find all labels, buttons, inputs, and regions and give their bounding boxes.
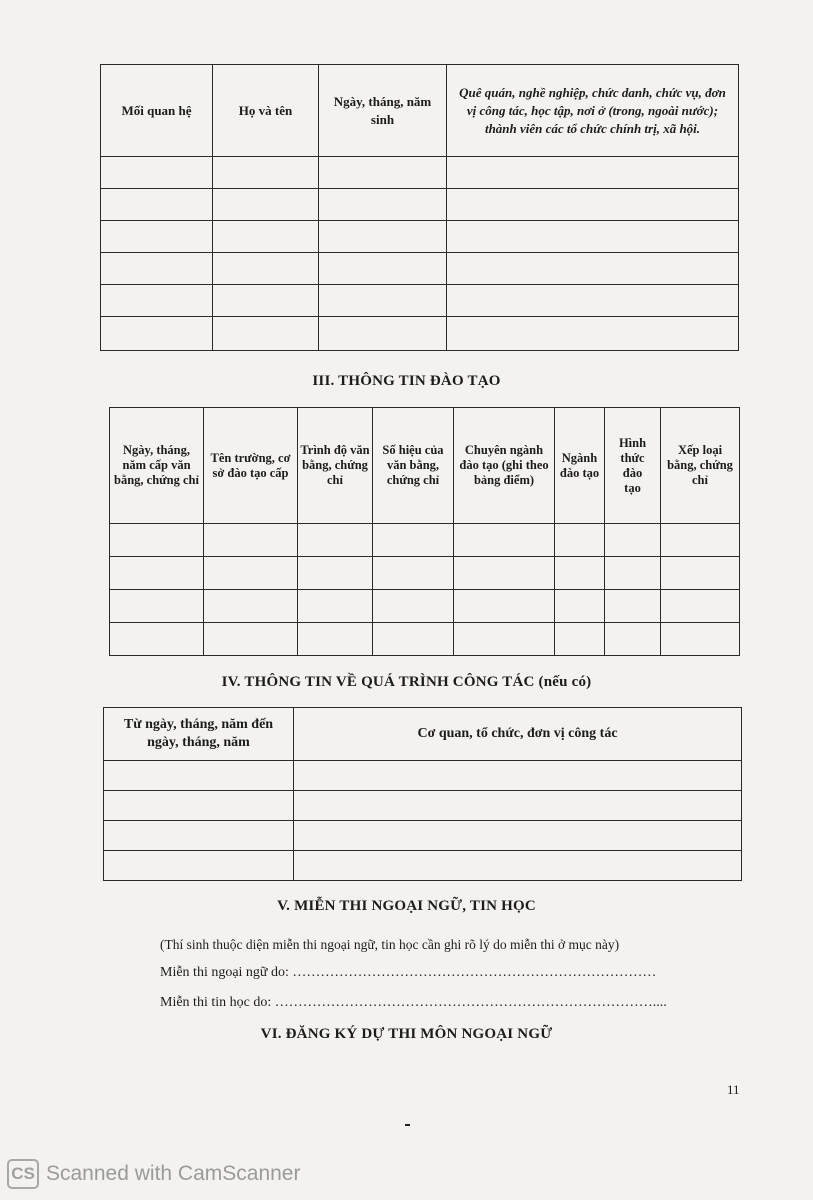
table-row xyxy=(101,221,739,253)
table-cell[interactable] xyxy=(294,761,742,791)
header-cell: Họ và tên xyxy=(213,65,319,157)
table-cell[interactable] xyxy=(447,253,739,285)
exemption-note: (Thí sinh thuộc diện miễn thi ngoại ngữ, tin học cần ghi rõ lý do miễn thi ở mục này) xyxy=(160,937,620,952)
table-row xyxy=(104,851,742,881)
header-cell: Hình thức đào tạo xyxy=(605,408,661,524)
table-cell[interactable] xyxy=(454,590,555,623)
table-row xyxy=(110,590,740,623)
table-cell[interactable] xyxy=(104,821,294,851)
header-cell: Ngày, tháng, năm sinh xyxy=(319,65,447,157)
table-cell[interactable] xyxy=(294,791,742,821)
table-cell[interactable] xyxy=(454,557,555,590)
table-cell[interactable] xyxy=(661,524,740,557)
table-cell[interactable] xyxy=(447,285,739,317)
table-cell[interactable] xyxy=(555,524,605,557)
table-cell[interactable] xyxy=(298,623,373,656)
table-cell[interactable] xyxy=(101,285,213,317)
table-cell[interactable] xyxy=(213,285,319,317)
header-cell: Ngành đào tạo xyxy=(555,408,605,524)
table-cell[interactable] xyxy=(110,623,204,656)
table-row xyxy=(104,761,742,791)
table-cell[interactable] xyxy=(605,524,661,557)
section-title-language-registration: VI. ĐĂNG KÝ DỰ THI MÔN NGOẠI NGỮ xyxy=(260,1026,553,1042)
table-row xyxy=(110,524,740,557)
table-row xyxy=(101,157,739,189)
table-cell[interactable] xyxy=(104,761,294,791)
camscanner-logo-icon: CS xyxy=(7,1159,39,1189)
header-cell: Chuyên ngành đào tạo (ghi theo bảng điểm) xyxy=(454,408,555,524)
header-cell: Ngày, tháng, năm cấp văn bằng, chứng chỉ xyxy=(110,408,204,524)
table-cell[interactable] xyxy=(110,524,204,557)
table-cell[interactable] xyxy=(319,157,447,189)
table-cell[interactable] xyxy=(298,524,373,557)
table-cell[interactable] xyxy=(661,590,740,623)
table-cell[interactable] xyxy=(319,285,447,317)
table-cell[interactable] xyxy=(605,557,661,590)
table-cell[interactable] xyxy=(373,524,454,557)
table-cell[interactable] xyxy=(204,590,298,623)
table-cell[interactable] xyxy=(447,189,739,221)
table-cell[interactable] xyxy=(555,590,605,623)
section-title-exemption: V. MIỄN THI NGOẠI NGỮ, TIN HỌC xyxy=(277,898,536,914)
it-exemption-label: Miễn thi tin học do: xyxy=(160,995,272,1010)
table-cell[interactable] xyxy=(213,253,319,285)
table-cell[interactable] xyxy=(447,157,739,189)
table-cell[interactable] xyxy=(213,157,319,189)
section-title-work-history: IV. THÔNG TIN VỀ QUÁ TRÌNH CÔNG TÁC (nếu có) xyxy=(221,674,592,690)
table-cell[interactable] xyxy=(213,189,319,221)
table-cell[interactable] xyxy=(555,623,605,656)
table-row xyxy=(101,317,739,351)
section-title-training: III. THÔNG TIN ĐÀO TẠO xyxy=(312,373,501,389)
table-cell[interactable] xyxy=(204,524,298,557)
table-row xyxy=(110,623,740,656)
table-header-row xyxy=(110,408,740,524)
table-cell[interactable] xyxy=(661,623,740,656)
table-row xyxy=(110,557,740,590)
table-row xyxy=(101,189,739,221)
fill-in-dots: …………………………………………………………………… xyxy=(292,965,657,980)
training-table xyxy=(109,407,740,656)
table-cell[interactable] xyxy=(454,524,555,557)
table-cell[interactable] xyxy=(319,221,447,253)
table-row xyxy=(101,285,739,317)
header-cell: Trình độ văn bằng, chứng chỉ xyxy=(298,408,373,524)
watermark-text: Scanned with CamScanner xyxy=(46,1162,301,1185)
scan-mark xyxy=(405,1124,410,1126)
table-header-row xyxy=(101,65,739,157)
table-cell[interactable] xyxy=(204,557,298,590)
header-cell: Cơ quan, tổ chức, đơn vị công tác xyxy=(294,708,742,761)
table-header-row xyxy=(104,708,742,761)
header-cell: Tên trường, cơ sở đào tạo cấp xyxy=(204,408,298,524)
header-cell: Mối quan hệ xyxy=(101,65,213,157)
table-cell[interactable] xyxy=(605,623,661,656)
header-cell: Từ ngày, tháng, năm đến ngày, tháng, năm xyxy=(104,708,294,761)
table-cell[interactable] xyxy=(319,189,447,221)
table-cell[interactable] xyxy=(101,189,213,221)
table-cell[interactable] xyxy=(319,317,447,351)
table-cell[interactable] xyxy=(101,221,213,253)
page-number: 11 xyxy=(727,1082,740,1097)
table-cell[interactable] xyxy=(319,253,447,285)
table-cell[interactable] xyxy=(101,157,213,189)
table-cell[interactable] xyxy=(213,221,319,253)
table-cell[interactable] xyxy=(298,590,373,623)
table-cell[interactable] xyxy=(110,557,204,590)
table-cell[interactable] xyxy=(447,221,739,253)
table-cell[interactable] xyxy=(605,590,661,623)
header-cell: Số hiệu của văn bằng, chứng chỉ xyxy=(373,408,454,524)
table-cell[interactable] xyxy=(294,821,742,851)
language-exemption-label: Miễn thi ngoại ngữ do: xyxy=(160,965,289,980)
it-exemption-line[interactable] xyxy=(160,995,667,1011)
table-cell[interactable] xyxy=(298,557,373,590)
table-row xyxy=(101,253,739,285)
language-exemption-line[interactable] xyxy=(160,965,656,981)
header-cell: Xếp loại bằng, chứng chỉ xyxy=(661,408,740,524)
table-cell[interactable] xyxy=(110,590,204,623)
fill-in-dots: ……………………………………………………………………….... xyxy=(274,995,667,1010)
table-cell[interactable] xyxy=(294,851,742,881)
table-cell[interactable] xyxy=(373,590,454,623)
table-cell[interactable] xyxy=(661,557,740,590)
table-cell[interactable] xyxy=(213,317,319,351)
header-cell: Quê quán, nghề nghiệp, chức danh, chức vụ, đơn vị công tác, học tập, nơi ở (trong, ngoài nước); thành viên các tổ chức chính trị, xã hội. xyxy=(447,65,739,157)
table-cell[interactable] xyxy=(104,791,294,821)
family-table xyxy=(100,64,739,351)
table-cell[interactable] xyxy=(555,557,605,590)
table-cell[interactable] xyxy=(101,253,213,285)
table-cell[interactable] xyxy=(373,557,454,590)
camscanner-watermark xyxy=(7,1158,300,1190)
table-cell[interactable] xyxy=(454,623,555,656)
table-cell[interactable] xyxy=(447,317,739,351)
table-row xyxy=(104,821,742,851)
table-cell[interactable] xyxy=(101,317,213,351)
work-history-table xyxy=(103,707,742,881)
table-row xyxy=(104,791,742,821)
table-cell[interactable] xyxy=(104,851,294,881)
table-cell[interactable] xyxy=(373,623,454,656)
table-cell[interactable] xyxy=(204,623,298,656)
